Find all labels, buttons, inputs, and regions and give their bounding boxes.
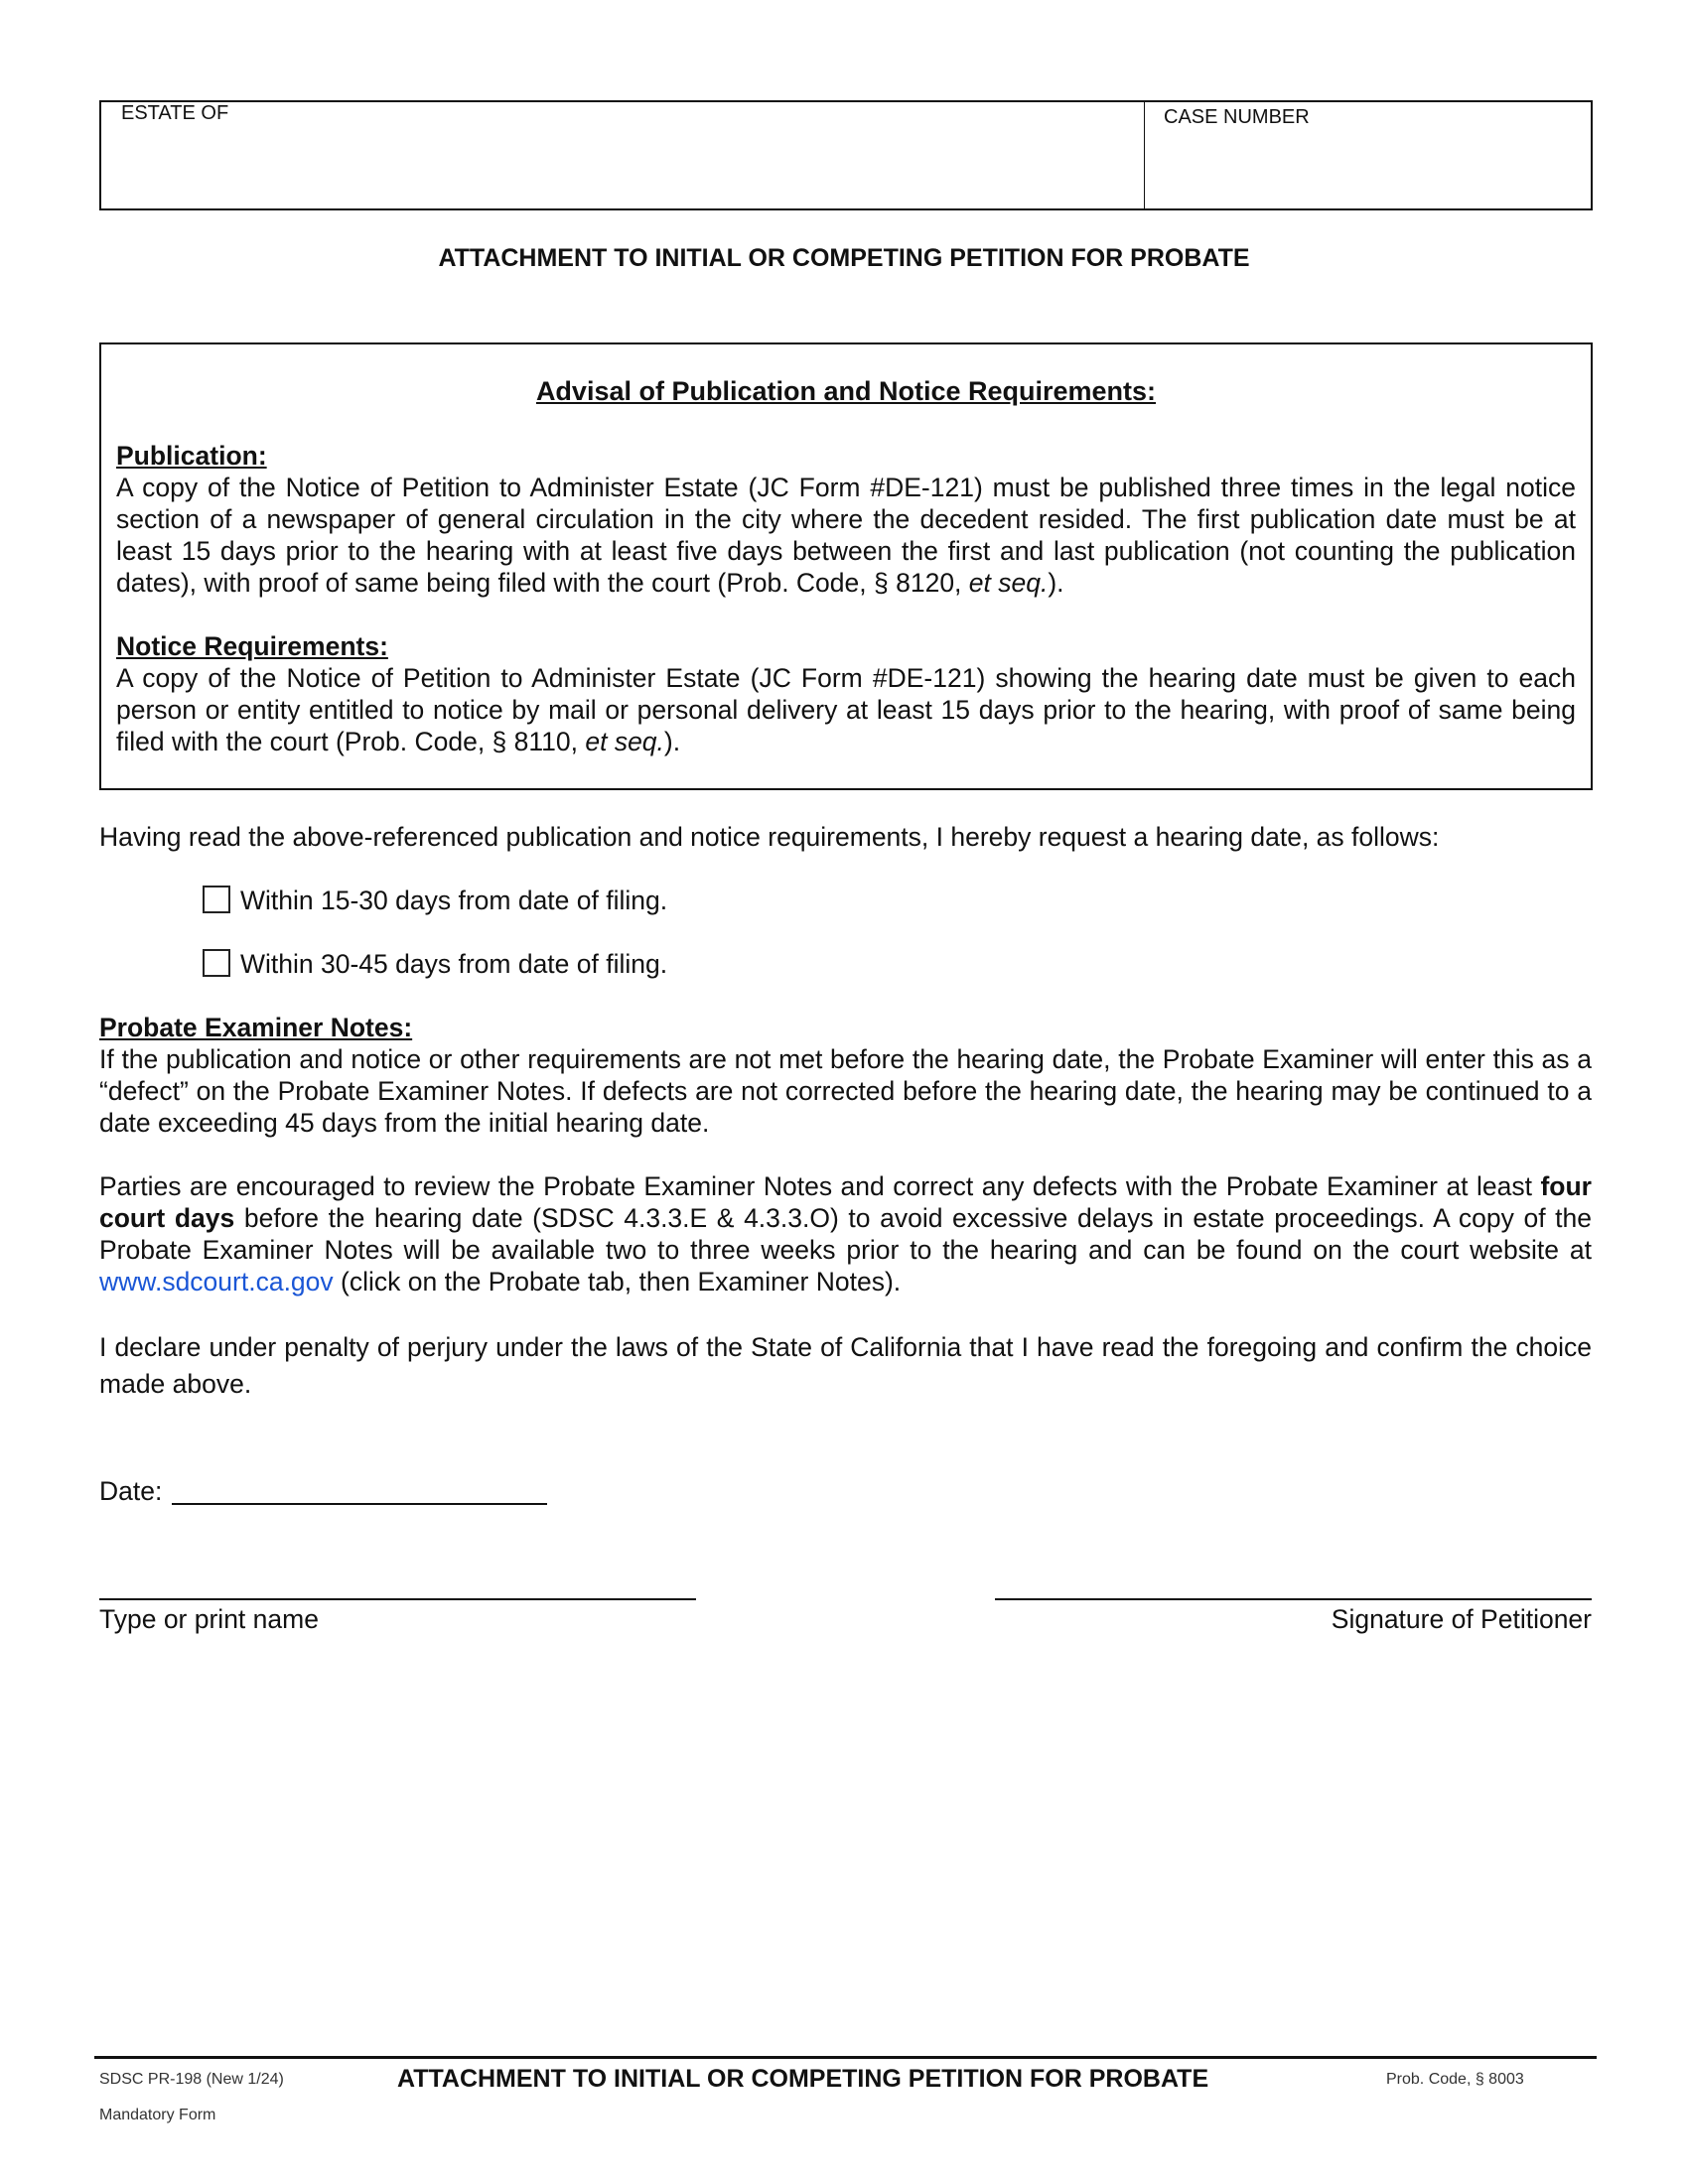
- parties-text: before the hearing date (SDSC 4.3.3.E & 4.3.3.O) to avoid excessive delays in estate proceedings. A copy of the Probate Examiner Notes will be available two to three weeks prior to the hearing and can be found on the court website at: [99, 1203, 1592, 1265]
- publication-heading: Publication:: [116, 441, 267, 471]
- form-id: SDSC PR-198 (New 1/24): [99, 2071, 284, 2088]
- publication-end: ).: [1048, 568, 1064, 598]
- signature-line[interactable]: [995, 1598, 1592, 1600]
- parties-paragraph: [99, 1170, 1592, 1297]
- parties-text: Parties are encouraged to review the Probate Examiner Notes and correct any defects with the Probate Examiner at least: [99, 1171, 1541, 1201]
- option-label: Within 15-30 days from date of filing.: [240, 886, 668, 915]
- notice-end: ).: [663, 727, 681, 756]
- examiner-text: If the publication and notice or other requirements are not met before the hearing date, the Probate Examiner will enter this as a “defect” on the Probate Examiner Notes. If defects are not corrected before the hearing date, the hearing may be continued to a date exceeding 45 days from the initial hearing date.: [99, 1044, 1592, 1138]
- court-website-link[interactable]: www.sdcourt.ca.gov: [99, 1267, 334, 1297]
- caption-divider: [1144, 102, 1145, 208]
- estate-of-label: ESTATE OF: [121, 102, 229, 124]
- et-seq: et seq.: [585, 727, 664, 756]
- name-label: Type or print name: [99, 1604, 319, 1634]
- date-line[interactable]: [172, 1503, 547, 1505]
- advisal-heading: Advisal of Publication and Notice Requirements:: [535, 376, 1157, 406]
- case-number-label: CASE NUMBER: [1164, 106, 1310, 128]
- date-label: Date:: [99, 1476, 163, 1506]
- publication-section: [116, 440, 1576, 599]
- signature-label: Signature of Petitioner: [1331, 1604, 1592, 1634]
- parties-text: (click on the Probate tab, then Examiner Notes).: [333, 1267, 902, 1297]
- footer-rule: [94, 2056, 1597, 2059]
- checkbox[interactable]: [203, 886, 230, 913]
- footer-title: ATTACHMENT TO INITIAL OR COMPETING PETITION FOR PROBATE: [397, 2065, 1209, 2093]
- mandatory-form: Mandatory Form: [99, 2107, 216, 2123]
- option-15-30[interactable]: [203, 885, 997, 916]
- et-seq: et seq.: [968, 568, 1049, 598]
- prob-code: Prob. Code, § 8003: [1386, 2071, 1524, 2088]
- form-title: ATTACHMENT TO INITIAL OR COMPETING PETITION FOR PROBATE: [438, 244, 1250, 272]
- examiner-notes-section: [99, 1012, 1592, 1139]
- checkbox[interactable]: [203, 949, 230, 977]
- four-court-days: four court days: [99, 1171, 1592, 1233]
- notice-section: [116, 630, 1576, 757]
- request-text: Having read the above-referenced publication and notice requirements, I hereby request a hearing date, as follows:: [99, 822, 1440, 852]
- examiner-heading: Probate Examiner Notes:: [99, 1013, 413, 1042]
- notice-heading: Notice Requirements:: [116, 631, 388, 661]
- declaration: I declare under penalty of perjury under the laws of the State of California that I have read the foregoing and confirm the choice made above.: [99, 1332, 1592, 1399]
- notice-text: A copy of the Notice of Petition to Administer Estate (JC Form #DE-121) showing the hearing date must be given to each person or entity entitled to notice by mail or personal delivery at least 15 days prior to the hearing, with proof of same being filed with the court (Prob. Code, § 8110,: [116, 663, 1576, 756]
- option-label: Within 30-45 days from date of filing.: [240, 949, 668, 979]
- advisal-box: [99, 342, 1593, 790]
- publication-text: A copy of the Notice of Petition to Administer Estate (JC Form #DE-121) must be published three times in the legal notice section of a newspaper of general circulation in the city where the decedent resided. The first publication date must be at least 15 days prior to the hearing with at least five days between the first and last publication (not counting the publication dates), with proof of same being filed with the court (Prob. Code, § 8120,: [116, 473, 1576, 598]
- option-30-45[interactable]: [203, 948, 997, 980]
- name-line[interactable]: [99, 1598, 696, 1600]
- caption-box: [99, 100, 1593, 210]
